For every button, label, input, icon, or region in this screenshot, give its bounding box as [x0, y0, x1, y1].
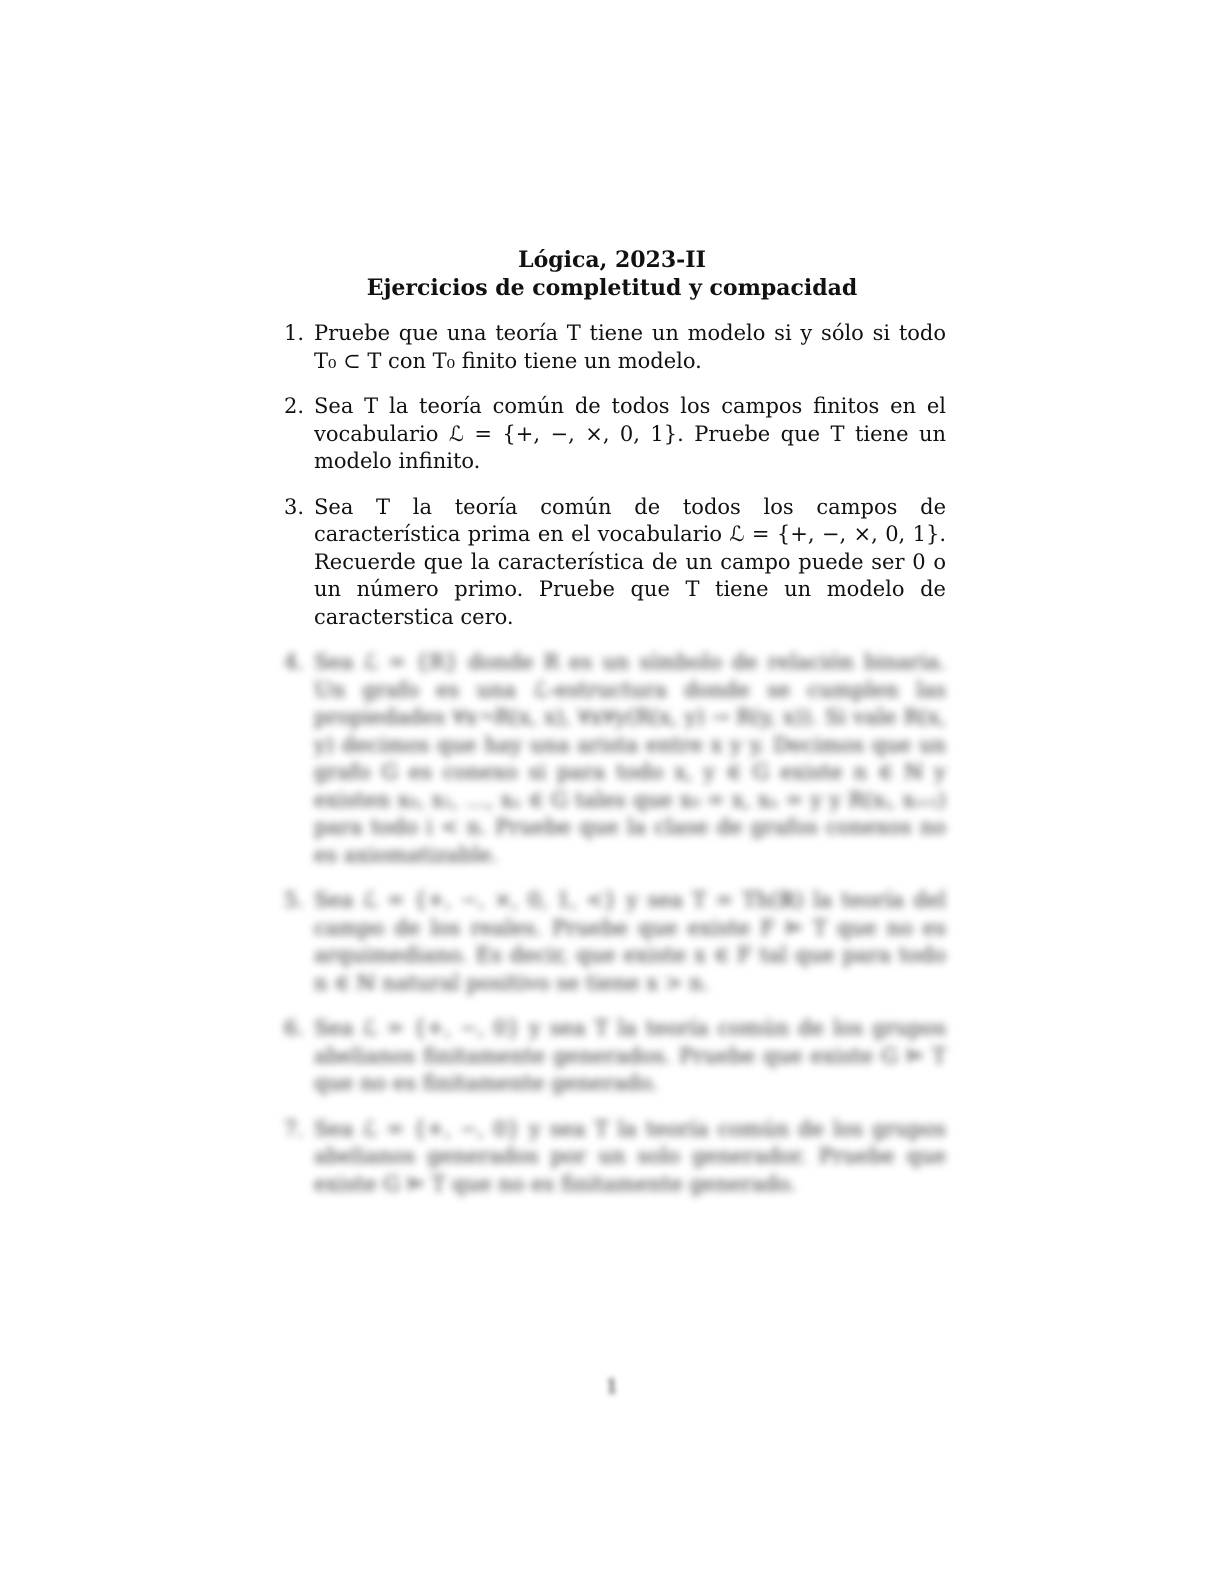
problem-number: 7. [284, 1116, 305, 1141]
problem-6 [284, 1015, 946, 1098]
problem-number: 4. [284, 650, 305, 674]
document-header [0, 246, 1224, 302]
problem-number: 5. [284, 888, 305, 912]
problem-text: Sea ℒ = {+, −, ×, 0, 1, <} y sea T = Th(ℝ) la teoría del campo de los reales. Pruebe que existe F ⊨ T que no es arquimediano. Es decir, que existe x ∈ F tal que para todo n ∈ ℕ natural positivo se tiene x > n. [314, 888, 946, 995]
problem-text: Sea ℒ = {+, −, 0} y sea T la teoría común de los grupos abelianos generados por un solo generador. Pruebe que existe G ⊨ T que no es finitamente generado. [314, 1116, 946, 1196]
problem-3 [284, 494, 946, 632]
document-title: Lógica, 2023-II [518, 247, 706, 273]
page-number: 1 [605, 1374, 619, 1398]
problem-1 [284, 320, 946, 375]
document-subtitle: Ejercicios de completitud y compacidad [366, 275, 858, 301]
problem-number: 1. [284, 321, 305, 345]
problem-5 [284, 887, 946, 997]
problem-number: 2. [284, 394, 305, 418]
problem-text: Sea T la teoría común de todos los campos de característica prima en el vocabulario ℒ = {+, −, ×, 0, 1}. Recuerde que la característica de un campo puede ser 0 o un número primo. Pruebe que T tiene un modelo de caracterstica cero. [314, 494, 946, 629]
problem-2 [284, 393, 946, 476]
problem-text: Sea ℒ = {R} donde R es un símbolo de relación binaria. Un grafo es una ℒ-estructura donde se cumplen las propiedades ∀x¬R(x, x), ∀x∀y(R(x, y) → R(y, x)). Si vale R(x, y) decimos que hay una arista entre x y y. Decimos que un grafo G es conexo si para todo x, y ∈ G existe n ∈ ℕ y existen x₀, x₁, …, xₙ ∈ G tales que x₀ = x, xₙ = y y R(xᵢ, xᵢ₊₁) para todo i < n. Pruebe que la clase de grafos conexos no es axiomatizable. [314, 650, 946, 867]
problem-text: Sea T la teoría común de todos los campos finitos en el vocabulario ℒ = {+, −, ×, 0, 1}. Pruebe que T tiene un modelo infinito. [314, 394, 946, 473]
problem-7 [284, 1116, 946, 1199]
problem-list [284, 320, 946, 1216]
problem-number: 6. [284, 1016, 305, 1040]
problem-text: Pruebe que una teoría T tiene un modelo si y sólo si todo T₀ ⊂ T con T₀ finito tiene un modelo. [314, 321, 946, 373]
problem-4 [284, 649, 946, 869]
problem-number: 3. [284, 494, 305, 519]
problem-text: Sea ℒ = {+, −, 0} y sea T la teoría común de los grupos abelianos finitamente generados. Pruebe que existe G ⊨ T que no es finitamente generado. [314, 1016, 946, 1095]
